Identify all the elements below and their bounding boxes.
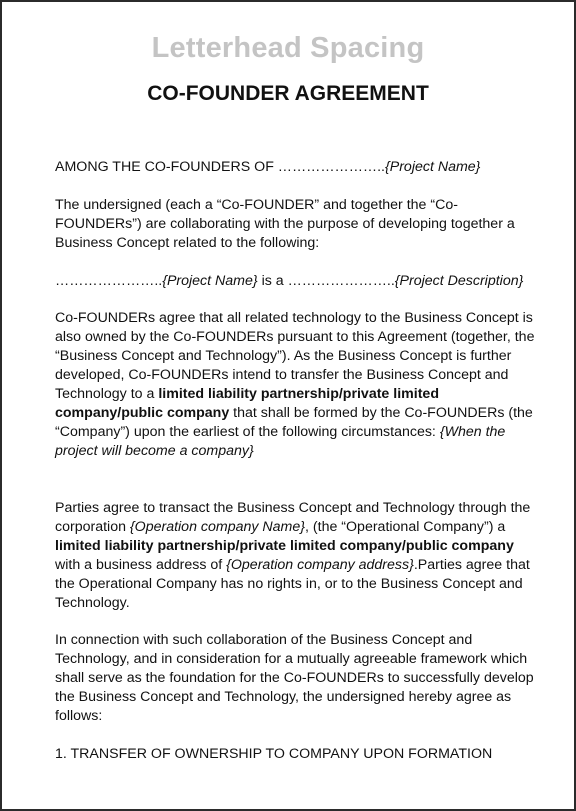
dots-text: ………………….. <box>55 273 163 289</box>
paragraph-undersigned <box>55 196 542 253</box>
paragraph-text: Parties agree to transact the Business Concept and Technology through the corporation <box>55 500 531 535</box>
paragraph-text: The undersigned (each a “Co-FOUNDER” and together the “Co-FOUNDERs”) are collaborating with the purpose of developing together a Business Concept related to the following: <box>55 197 515 251</box>
project-description-placeholder: {Project Description} <box>394 273 524 289</box>
project-name-placeholder: {Project Name} <box>162 273 258 289</box>
document-body <box>55 158 542 764</box>
paragraph-text: with a business address of <box>55 557 227 573</box>
paragraph-text: is a ………………….. <box>257 273 395 289</box>
paragraph-technology-ownership <box>55 309 542 461</box>
document-title: CO-FOUNDER AGREEMENT <box>147 82 429 105</box>
paragraph-text: , (the “Operational Company”) a <box>305 519 506 535</box>
paragraph-text: AMONG THE CO-FOUNDERS OF ………………….. <box>55 159 385 175</box>
company-type-bold: limited liability partnership/private limited company/public company <box>55 538 514 554</box>
paragraph-text: that shall be formed by the Co-FOUNDERs (the “Company”) upon the earliest of the following circumstances: <box>55 405 533 440</box>
paragraph-text: In connection with such collaboration of the Business Concept and Technology, and in consideration for a mutually agreeable framework which shall serve as the foundation for the Co-FOUNDERs to successfully develop the Business Concept and Technology, the undersigned hereby agree as follows: <box>55 632 534 724</box>
project-name-placeholder: {Project Name} <box>385 159 481 175</box>
paragraph-among-cofounders <box>55 158 542 177</box>
operation-company-address-placeholder: {Operation company address} <box>226 557 414 573</box>
paragraph-consideration <box>55 631 542 726</box>
operation-company-name-placeholder: {Operation company Name} <box>129 519 306 535</box>
letterhead-placeholder: Letterhead Spacing <box>151 32 425 64</box>
paragraph-text: .Parties agree that the Operational Company has no rights in, or to the Business Concept and Technology. <box>55 557 530 611</box>
section-heading-transfer: 1. TRANSFER OF OWNERSHIP TO COMPANY UPON FORMATION <box>55 746 493 762</box>
company-type-bold: limited liability partnership/private limited company/public company <box>55 386 439 421</box>
paragraph-text: Co-FOUNDERs agree that all related technology to the Business Concept is also owned by the Co-FOUNDERs pursuant to this Agreement (together, the “Business Concept and Technology”). As the Business Concept is further developed, Co-FOUNDERs intend to transfer the Business Concept and Technology to a <box>55 310 535 402</box>
paragraph-project-description <box>55 272 542 291</box>
paragraph-operational-company <box>55 499 542 613</box>
company-timing-placeholder: {When the project will become a company} <box>55 424 506 459</box>
